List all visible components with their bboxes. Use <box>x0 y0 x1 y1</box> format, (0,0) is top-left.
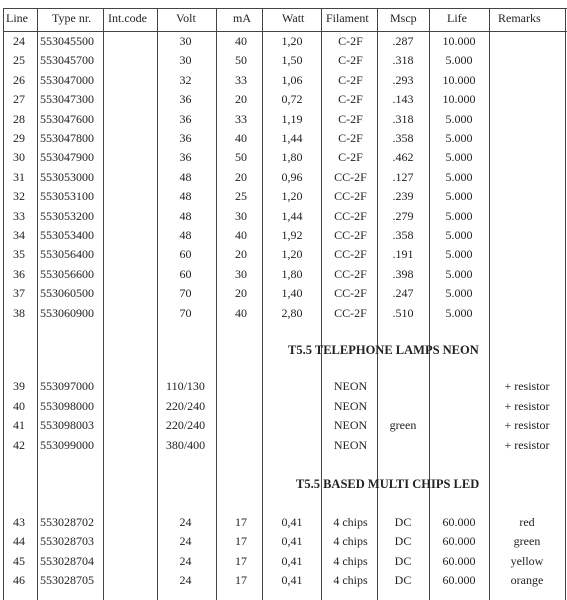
filament-cell: NEON <box>333 438 368 452</box>
milliamp-cell: 50 <box>235 53 247 67</box>
mscp-cell: DC <box>394 554 412 568</box>
line-number-cell: 36 <box>13 267 25 281</box>
life-cell: 60.000 <box>442 515 476 529</box>
milliamp-cell: 50 <box>235 150 247 164</box>
life-cell: 5.000 <box>445 209 473 223</box>
watt-cell: 1,44 <box>281 131 303 145</box>
mscp-cell: green <box>389 418 417 432</box>
filament-cell: CC-2F <box>334 247 367 261</box>
type-number-cell: 553060500 <box>40 286 94 300</box>
mscp-cell: .293 <box>392 73 414 87</box>
life-cell: 5.000 <box>445 228 473 242</box>
life-cell: 60.000 <box>442 534 476 548</box>
line-number-cell: 25 <box>13 53 25 67</box>
life-cell: 5.000 <box>445 131 473 145</box>
life-cell: 10.000 <box>442 34 476 48</box>
line-number-cell: 39 <box>13 379 25 393</box>
header-type: Type nr. <box>52 11 92 25</box>
filament-cell: NEON <box>333 418 368 432</box>
milliamp-cell: 33 <box>235 73 247 87</box>
filament-cell: 4 chips <box>333 534 368 548</box>
line-number-cell: 33 <box>13 209 25 223</box>
type-number-cell: 553047000 <box>40 73 94 87</box>
watt-cell: 0,41 <box>281 515 303 529</box>
header-ma: mA <box>233 11 251 25</box>
type-number-cell: 553047300 <box>40 92 94 106</box>
column-divider <box>489 8 490 600</box>
line-number-cell: 31 <box>13 170 25 184</box>
watt-cell: 1,80 <box>281 150 303 164</box>
volt-cell: 32 <box>179 73 192 87</box>
volt-cell: 36 <box>179 131 192 145</box>
remarks-cell: green <box>513 534 541 548</box>
type-number-cell: 553028705 <box>40 573 94 587</box>
mscp-cell: .358 <box>392 228 414 242</box>
column-divider <box>37 8 38 600</box>
volt-cell: 48 <box>179 228 192 242</box>
section-title-led: T5.5 BASED MULTI CHIPS LED <box>296 477 480 491</box>
volt-cell: 380/400 <box>165 438 206 452</box>
type-number-cell: 553053000 <box>40 170 94 184</box>
volt-cell: 36 <box>179 92 192 106</box>
filament-cell: C-2F <box>338 150 363 164</box>
milliamp-cell: 40 <box>235 131 247 145</box>
life-cell: 5.000 <box>445 267 473 281</box>
type-number-cell: 553045500 <box>40 34 94 48</box>
mscp-cell: .318 <box>392 53 414 67</box>
line-number-cell: 34 <box>13 228 25 242</box>
type-number-cell: 553053100 <box>40 189 94 203</box>
remarks-cell: + resistor <box>504 399 550 413</box>
mscp-cell: .318 <box>392 112 414 126</box>
volt-cell: 70 <box>179 286 192 300</box>
volt-cell: 36 <box>179 150 192 164</box>
milliamp-cell: 20 <box>235 170 247 184</box>
line-number-cell: 30 <box>13 150 25 164</box>
volt-cell: 48 <box>179 170 192 184</box>
volt-cell: 30 <box>179 34 192 48</box>
section-title-neon: T5.5 TELEPHONE LAMPS NEON <box>288 343 479 357</box>
watt-cell: 1,80 <box>281 267 303 281</box>
filament-cell: 4 chips <box>333 573 368 587</box>
life-cell: 10.000 <box>442 73 476 87</box>
filament-cell: C-2F <box>338 73 363 87</box>
mscp-cell: .279 <box>392 209 414 223</box>
line-number-cell: 26 <box>13 73 25 87</box>
milliamp-cell: 33 <box>235 112 247 126</box>
life-cell: 5.000 <box>445 112 473 126</box>
mscp-cell: .191 <box>392 247 414 261</box>
milliamp-cell: 20 <box>235 92 247 106</box>
header-life: Life <box>447 11 467 25</box>
milliamp-cell: 30 <box>235 267 247 281</box>
filament-cell: CC-2F <box>334 170 367 184</box>
type-number-cell: 553056600 <box>40 267 94 281</box>
life-cell: 5.000 <box>445 170 473 184</box>
type-number-cell: 553047900 <box>40 150 94 164</box>
line-number-cell: 42 <box>13 438 25 452</box>
remarks-cell: red <box>519 515 535 529</box>
mscp-cell: DC <box>394 573 412 587</box>
filament-cell: C-2F <box>338 92 363 106</box>
volt-cell: 24 <box>179 534 192 548</box>
line-number-cell: 24 <box>13 34 25 48</box>
life-cell: 60.000 <box>442 573 476 587</box>
type-number-cell: 553047600 <box>40 112 94 126</box>
type-number-cell: 553045700 <box>40 53 94 67</box>
line-number-cell: 38 <box>13 306 25 320</box>
filament-cell: CC-2F <box>334 228 367 242</box>
header-bottom-rule <box>3 31 567 32</box>
line-number-cell: 28 <box>13 112 25 126</box>
table-top-rule <box>3 8 567 9</box>
volt-cell: 24 <box>179 554 192 568</box>
milliamp-cell: 25 <box>235 189 247 203</box>
mscp-cell: .358 <box>392 131 414 145</box>
life-cell: 5.000 <box>445 189 473 203</box>
milliamp-cell: 17 <box>235 573 247 587</box>
column-divider <box>103 8 104 600</box>
filament-cell: CC-2F <box>334 267 367 281</box>
watt-cell: 2,80 <box>281 306 303 320</box>
watt-cell: 0,41 <box>281 554 303 568</box>
line-number-cell: 29 <box>13 131 25 145</box>
line-number-cell: 46 <box>13 573 25 587</box>
filament-cell: CC-2F <box>334 189 367 203</box>
type-number-cell: 553098000 <box>40 399 94 413</box>
mscp-cell: .398 <box>392 267 414 281</box>
remarks-cell: yellow <box>510 554 544 568</box>
filament-cell: 4 chips <box>333 554 368 568</box>
filament-cell: NEON <box>333 379 368 393</box>
milliamp-cell: 40 <box>235 228 247 242</box>
line-number-cell: 35 <box>13 247 25 261</box>
filament-cell: CC-2F <box>334 306 367 320</box>
type-number-cell: 553053200 <box>40 209 94 223</box>
type-number-cell: 553097000 <box>40 379 94 393</box>
filament-cell: C-2F <box>338 112 363 126</box>
watt-cell: 1,44 <box>281 209 303 223</box>
mscp-cell: .143 <box>392 92 414 106</box>
remarks-cell: + resistor <box>504 438 550 452</box>
header-mscp: Mscp <box>390 11 417 25</box>
type-number-cell: 553056400 <box>40 247 94 261</box>
type-number-cell: 553028704 <box>40 554 94 568</box>
life-cell: 5.000 <box>445 247 473 261</box>
remarks-cell: + resistor <box>504 379 550 393</box>
watt-cell: 1,06 <box>281 73 303 87</box>
filament-cell: C-2F <box>338 34 363 48</box>
volt-cell: 220/240 <box>165 399 206 413</box>
volt-cell: 24 <box>179 515 192 529</box>
table-right-border <box>565 8 566 600</box>
volt-cell: 110/130 <box>166 379 205 393</box>
volt-cell: 60 <box>179 267 192 281</box>
type-number-cell: 553060900 <box>40 306 94 320</box>
line-number-cell: 27 <box>13 92 25 106</box>
type-number-cell: 553098003 <box>40 418 94 432</box>
mscp-cell: .462 <box>392 150 414 164</box>
header-int-code: Int.code <box>108 11 147 25</box>
line-number-cell: 44 <box>13 534 25 548</box>
volt-cell: 30 <box>179 53 192 67</box>
mscp-cell: .127 <box>392 170 414 184</box>
life-cell: 60.000 <box>442 554 476 568</box>
milliamp-cell: 17 <box>235 515 247 529</box>
watt-cell: 0,41 <box>281 573 303 587</box>
filament-cell: NEON <box>333 399 368 413</box>
header-volt: Volt <box>176 11 196 25</box>
volt-cell: 70 <box>179 306 192 320</box>
watt-cell: 1,92 <box>281 228 303 242</box>
volt-cell: 36 <box>179 112 192 126</box>
milliamp-cell: 40 <box>235 34 247 48</box>
watt-cell: 0,41 <box>281 534 303 548</box>
header-filament: Filament <box>326 11 369 25</box>
filament-cell: CC-2F <box>334 286 367 300</box>
watt-cell: 1,20 <box>281 34 303 48</box>
mscp-cell: .287 <box>392 34 414 48</box>
watt-cell: 1,20 <box>281 247 303 261</box>
life-cell: 5.000 <box>445 150 473 164</box>
milliamp-cell: 17 <box>235 554 247 568</box>
type-number-cell: 553099000 <box>40 438 94 452</box>
volt-cell: 60 <box>179 247 192 261</box>
line-number-cell: 40 <box>13 399 25 413</box>
line-number-cell: 43 <box>13 515 25 529</box>
line-number-cell: 41 <box>13 418 25 432</box>
life-cell: 5.000 <box>445 286 473 300</box>
filament-cell: CC-2F <box>334 209 367 223</box>
volt-cell: 48 <box>179 189 192 203</box>
volt-cell: 220/240 <box>165 418 206 432</box>
line-number-cell: 45 <box>13 554 25 568</box>
watt-cell: 1,50 <box>281 53 303 67</box>
milliamp-cell: 20 <box>235 286 247 300</box>
filament-cell: 4 chips <box>333 515 368 529</box>
mscp-cell: .510 <box>392 306 414 320</box>
type-number-cell: 553053400 <box>40 228 94 242</box>
mscp-cell: DC <box>394 534 412 548</box>
mscp-cell: .247 <box>392 286 414 300</box>
filament-cell: C-2F <box>338 131 363 145</box>
watt-cell: 0,96 <box>281 170 303 184</box>
volt-cell: 48 <box>179 209 192 223</box>
header-remarks: Remarks <box>498 11 541 25</box>
remarks-cell: + resistor <box>504 418 550 432</box>
remarks-cell: orange <box>510 573 544 587</box>
watt-cell: 1,40 <box>281 286 303 300</box>
milliamp-cell: 17 <box>235 534 247 548</box>
milliamp-cell: 20 <box>235 247 247 261</box>
volt-cell: 24 <box>179 573 192 587</box>
line-number-cell: 32 <box>13 189 25 203</box>
life-cell: 5.000 <box>445 306 473 320</box>
milliamp-cell: 30 <box>235 209 247 223</box>
milliamp-cell: 40 <box>235 306 247 320</box>
life-cell: 10.000 <box>442 92 476 106</box>
line-number-cell: 37 <box>13 286 25 300</box>
header-watt: Watt <box>282 11 305 25</box>
filament-cell: C-2F <box>338 53 363 67</box>
mscp-cell: DC <box>394 515 412 529</box>
type-number-cell: 553047800 <box>40 131 94 145</box>
watt-cell: 0,72 <box>281 92 303 106</box>
life-cell: 5.000 <box>445 53 473 67</box>
watt-cell: 1,20 <box>281 189 303 203</box>
mscp-cell: .239 <box>392 189 414 203</box>
type-number-cell: 553028702 <box>40 515 94 529</box>
watt-cell: 1,19 <box>281 112 303 126</box>
type-number-cell: 553028703 <box>40 534 94 548</box>
header-line: Line <box>6 11 28 25</box>
